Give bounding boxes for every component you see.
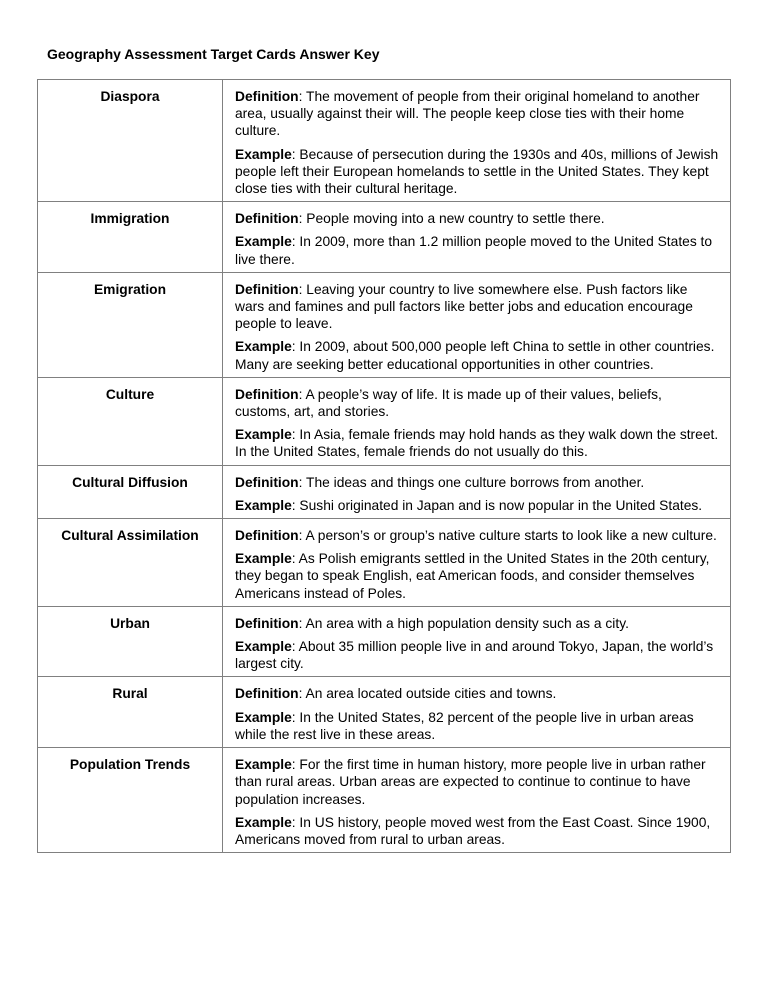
second-paragraph — [235, 497, 720, 514]
description-cell — [223, 677, 731, 748]
paragraph-label: Definition — [235, 528, 299, 544]
paragraph-text: : A people’s way of life. It is made up of their values, beliefs, customs, art, and stories. — [235, 386, 662, 420]
paragraph-text: : As Polish emigrants settled in the United States in the 20th century, they began to speak English, eat American foods, and consider themselves Americans instead of Poles. — [235, 551, 710, 601]
paragraph-text: : Leaving your country to live somewhere else. Push factors like wars and famines and pull factors like better jobs and education encourage people to leave. — [235, 281, 693, 332]
paragraph-label: Definition — [235, 211, 299, 227]
paragraph-label: Example — [235, 146, 292, 162]
term-cell: Cultural Diffusion — [38, 465, 223, 518]
first-paragraph — [235, 527, 720, 544]
term-row — [38, 202, 731, 273]
second-paragraph — [235, 709, 720, 743]
document-title: Geography Assessment Target Cards Answer Key — [47, 46, 380, 62]
first-paragraph — [235, 88, 720, 140]
second-paragraph — [235, 426, 720, 460]
answer-key-body — [38, 80, 731, 853]
paragraph-label: Example — [235, 709, 292, 725]
paragraph-label: Definition — [235, 474, 299, 490]
term-row — [38, 80, 731, 202]
first-paragraph — [235, 615, 720, 632]
paragraph-label: Example — [235, 339, 292, 355]
term-cell: Immigration — [38, 202, 223, 273]
description-cell — [223, 519, 731, 607]
second-paragraph — [235, 338, 720, 372]
paragraph-text: : For the first time in human history, more people live in urban rather than rural areas. Urban areas are expected to continue to continue to have population increases. — [235, 757, 706, 807]
term-cell: Population Trends — [38, 748, 223, 853]
paragraph-text: : An area located outside cities and towns. — [298, 686, 557, 702]
second-paragraph — [235, 814, 720, 848]
description-cell — [223, 465, 731, 518]
description-cell — [223, 80, 731, 202]
answer-key-table — [37, 79, 731, 853]
term-cell: Diaspora — [38, 80, 223, 202]
paragraph-text: : The movement of people from their original homeland to another area, usually against their will. The people keep close ties with their home culture. — [235, 89, 700, 139]
term-row — [38, 748, 731, 853]
paragraph-label: Example — [235, 497, 292, 513]
paragraph-label: Definition — [235, 686, 299, 702]
term-row — [38, 606, 731, 677]
paragraph-text: : People moving into a new country to settle there. — [298, 211, 605, 227]
paragraph-text: : The ideas and things one culture borrows from another. — [298, 474, 645, 490]
second-paragraph — [235, 550, 720, 602]
paragraph-label: Definition — [235, 89, 299, 104]
paragraph-label: Definition — [235, 615, 299, 631]
paragraph-label: Example — [235, 551, 292, 567]
term-row — [38, 377, 731, 465]
first-paragraph — [235, 281, 720, 333]
paragraph-label: Definition — [235, 281, 299, 297]
paragraph-label: Example — [235, 639, 292, 655]
paragraph-text: : In 2009, about 500,000 people left China to settle in other countries. Many are seeking better educational opportunities in other countries. — [235, 339, 715, 372]
paragraph-label: Definition — [235, 386, 299, 402]
description-cell — [223, 377, 731, 465]
term-cell: Urban — [38, 606, 223, 677]
term-cell: Cultural Assimilation — [38, 519, 223, 607]
paragraph-text: : In Asia, female friends may hold hands as they walk down the street. In the United States, female friends do not usually do this. — [235, 427, 719, 460]
term-row — [38, 272, 731, 377]
second-paragraph — [235, 638, 720, 672]
paragraph-label: Example — [235, 814, 292, 830]
paragraph-label: Example — [235, 757, 292, 773]
description-cell — [223, 202, 731, 273]
second-paragraph — [235, 146, 720, 198]
term-cell: Rural — [38, 677, 223, 748]
term-row — [38, 519, 731, 607]
paragraph-text: : About 35 million people live in and around Tokyo, Japan, the world’s largest city. — [235, 639, 714, 672]
description-cell — [223, 748, 731, 853]
paragraph-text: : An area with a high population density such as a city. — [298, 615, 629, 631]
paragraph-text: : In US history, people moved west from the East Coast. Since 1900, Americans moved from rural to urban areas. — [235, 814, 711, 847]
paragraph-text: : In the United States, 82 percent of the people live in urban areas while the rest live in these areas. — [235, 709, 694, 742]
term-row — [38, 465, 731, 518]
first-paragraph — [235, 756, 720, 808]
first-paragraph — [235, 386, 720, 420]
term-row — [38, 677, 731, 748]
description-cell — [223, 606, 731, 677]
first-paragraph — [235, 685, 720, 702]
first-paragraph — [235, 210, 720, 227]
paragraph-text: : Sushi originated in Japan and is now popular in the United States. — [291, 497, 703, 513]
paragraph-text: : In 2009, more than 1.2 million people moved to the United States to live there. — [235, 234, 713, 267]
first-paragraph — [235, 474, 720, 491]
term-cell: Emigration — [38, 272, 223, 377]
paragraph-text: : A person’s or group’s native culture starts to look like a new culture. — [298, 528, 717, 544]
paragraph-text: : Because of persecution during the 1930s and 40s, millions of Jewish people left their European homelands to settle in the United States. They kept close ties with their cultural heritage. — [235, 146, 719, 197]
second-paragraph — [235, 233, 720, 267]
term-cell: Culture — [38, 377, 223, 465]
paragraph-label: Example — [235, 234, 292, 250]
description-cell — [223, 272, 731, 377]
paragraph-label: Example — [235, 427, 292, 443]
